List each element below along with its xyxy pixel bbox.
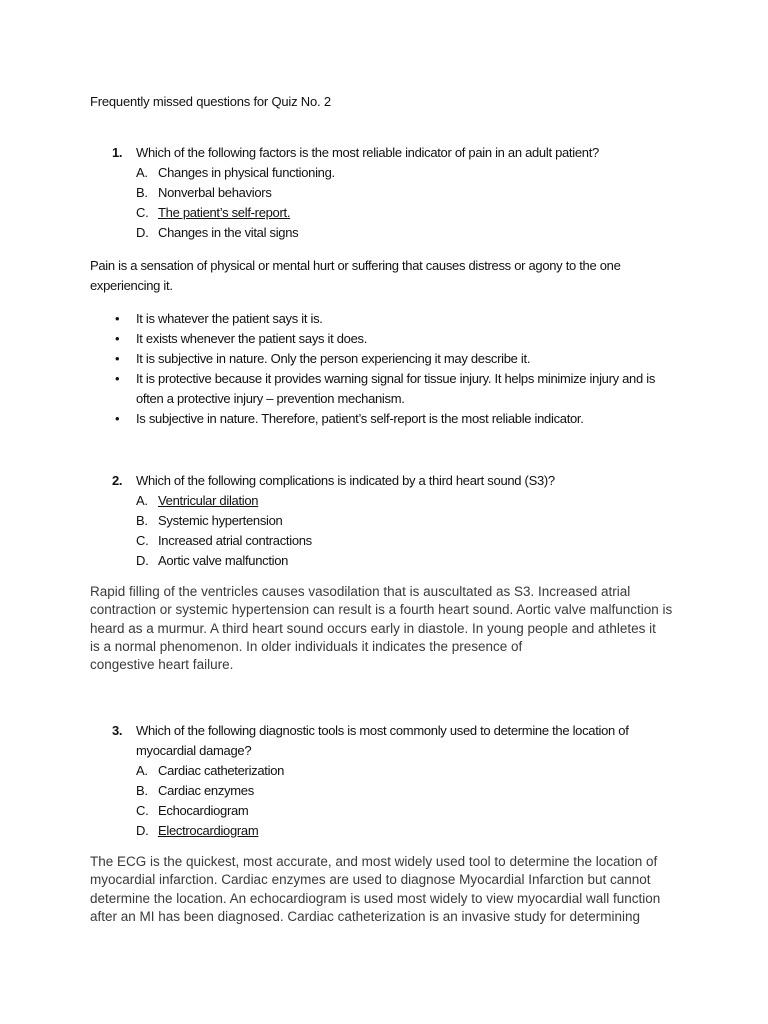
option-d: D. Changes in the vital signs [136, 225, 299, 240]
option-b: B. Systemic hypertension [136, 513, 283, 528]
q2-explanation: Rapid filling of the ventricles causes vasodilation that is auscultated as S3. Increased atrial contraction or systemic hypertension can result is a fourth heart sound. Aortic valve malfunction is heard as a murmur. A third heart sound occurs early in diastole. In young people and athletes it is a normal phenomenon. In older individuals it indicates the presence of congestive heart failure. [90, 584, 673, 673]
bullet-icon: • [115, 331, 120, 346]
bullet-icon: • [115, 311, 120, 326]
question-number: 3. [112, 723, 123, 738]
question-2 [112, 471, 672, 584]
option-a-correct: A. Ventricular dilation [136, 493, 259, 508]
question-text: Which of the following diagnostic tools is most commonly used to determine the location of myocardial damage? [136, 723, 629, 758]
question-text: Which of the following factors is the most reliable indicator of pain in an adult patient? [136, 145, 599, 160]
option-c-correct: C. The patient’s self-report. [136, 205, 291, 220]
bullet-icon: • [115, 371, 120, 386]
pain-definition: Pain is a sensation of physical or mental hurt or suffering that causes distress or agony to the one experiencing it. [90, 258, 621, 293]
q3-explanation: The ECG is the quickest, most accurate, and most widely used tool to determine the location of myocardial infarction. Cardiac enzymes are used to diagnose Myocardial Infarction but cannot determine the location. An echocardiogram is used most widely to view myocardial wall function after an MI has been diagnosed. Cardiac catheterization is an invasive study for determining [90, 854, 661, 924]
bullet-icon: • [115, 351, 120, 366]
option-d-correct: D. Electrocardiogram [136, 823, 259, 838]
bullet-item: • It is subjective in nature. Only the person experiencing it may describe it. [112, 349, 682, 369]
bullet-item: • It is whatever the patient says it is. [112, 309, 682, 329]
option-b: B. Cardiac enzymes [136, 783, 254, 798]
bullet-item: • Is subjective in nature. Therefore, patient’s self-report is the most reliable indicator. [112, 409, 682, 429]
answer-options [136, 491, 672, 571]
option-d: D. Aortic valve malfunction [136, 553, 289, 568]
document-title: Frequently missed questions for Quiz No. 2 [90, 94, 331, 109]
option-a: A. Cardiac catheterization [136, 763, 285, 778]
option-a: A. Changes in physical functioning. [136, 165, 335, 180]
option-b: B. Nonverbal behaviors [136, 185, 272, 200]
answer-options [136, 163, 672, 243]
question-text: Which of the following complications is indicated by a third heart sound (S3)? [136, 473, 555, 488]
question-number: 2. [112, 473, 123, 488]
pain-bullet-list [112, 309, 682, 429]
bullet-icon: • [115, 411, 120, 426]
question-number: 1. [112, 145, 123, 160]
option-c: C. Increased atrial contractions [136, 533, 312, 548]
question-1 [112, 143, 672, 256]
bullet-item: • It exists whenever the patient says it does. [112, 329, 682, 349]
question-3 [112, 721, 672, 854]
bullet-item: • It is protective because it provides warning signal for tissue injury. It helps minimize injury and is often a protective injury – prevention mechanism. [115, 371, 656, 406]
option-c: C. Echocardiogram [136, 803, 249, 818]
answer-options [136, 761, 672, 841]
